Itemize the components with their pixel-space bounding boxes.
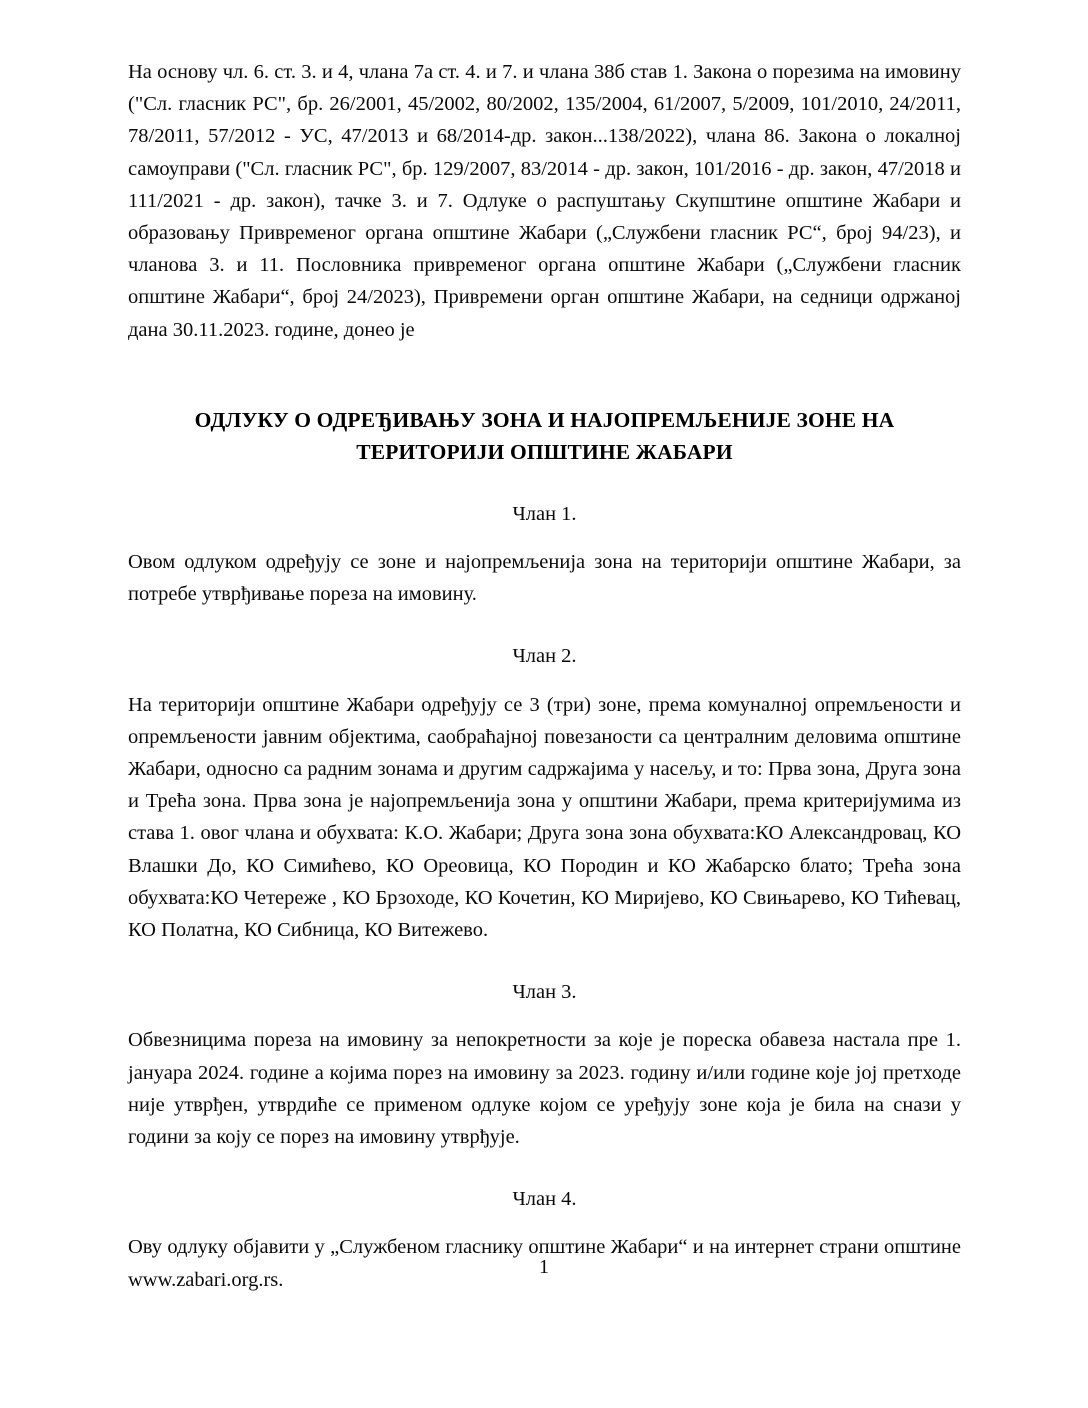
article-heading-1: Члан 1. <box>512 502 577 525</box>
article-text-1: Овом одлуком одређују се зоне и најопремљенија зона на територији општине Жабари, за потребе утврђивање пореза на имовину. <box>128 551 961 606</box>
spacer <box>128 1215 961 1231</box>
spacer <box>128 946 961 976</box>
spacer <box>128 346 961 404</box>
spacer <box>128 1008 961 1024</box>
page-title: ОДЛУКУ О ОДРЕЂИВАЊУ ЗОНА И НАЈОПРЕМЉЕНИЈЕ ЗОНЕ НА ТЕРИТОРИЈИ ОПШТИНЕ ЖАБАРИ <box>194 407 895 464</box>
article-heading-4: Члан 4. <box>512 1188 577 1211</box>
spacer <box>128 468 961 498</box>
page-number: 1 <box>539 1256 549 1278</box>
spacer <box>128 530 961 546</box>
spacer <box>128 673 961 689</box>
article-heading-3: Члан 3. <box>512 981 577 1004</box>
preamble-paragraph: На основу чл. 6. ст. 3. и 4, члана 7а ст. 4. и 7. и члана 38б став 1. Закона о порезима на имовину ("Сл. гласник РС", бр. 26/2001, 45/2002, 80/2002, 135/2004, 61/2007, 5/2009, 101/2010, 24/2011, 78/2011, 57/2012 - УС, 47/2013 и 68/2014-др. закон...138/2022), члана 86. Закона о локалној самоуправи ("Сл. гласник РС", бр. 129/2007, 83/2014 - др. закон, 101/2016 - др. закон, 47/2018 и 111/2021 - др. закон), тачке 3. и 7. Одлуке о распуштању Скупштине општине Жабари и образовању Привременог органа општине Жабари („Службени гласник РС“, број 94/23), и чланова 3. и 11. Пословника привременог органа општине Жабари („Службени гласник општине Жабари“, број 24/2023), Привремени орган општине Жабари, на седници одржаној дана 30.11.2023. године, донео је <box>128 61 961 341</box>
article-text-4: Ову одлуку објавити у „Службеном гласнику општине Жабари“ и на интернет страни општине www.zabari.org.rs. <box>128 1236 961 1291</box>
article-heading-2: Члан 2. <box>512 645 577 668</box>
spacer <box>128 610 961 640</box>
article-text-3: Обвезницима пореза на имовину за непокретности за које је пореска обавеза настала пре 1. јануара 2024. године а којима порез на имовину за 2023. годину и/или године које јој претходе није утврђен, утврдиће се применом одлуке којом се уређују зоне која је била на снази у години за коју се порез на имовину утврђује. <box>128 1029 961 1149</box>
spacer <box>128 1153 961 1183</box>
article-text-2: На територији општине Жабари одређују се 3 (три) зоне, према комуналној опремљености и опремљености јавним објектима, саобраћајној повезаности са централним деловима општине Жабари, односно са радним зонама и другим садржајима у насељу, и то: Прва зона, Друга зона и Трећа зона. Прва зона је најопремљенија зона у општини Жабари, према критеријумима из става 1. овог члана и обухвата: К.О. Жабари; Друга зона зона обухвата:КО Александровац, КО Влашки До, КО Симићево, КО Ореовица, КО Породин и КО Жабарско блато; Трећа зона обухвата:КО Четереже , КО Брзоходе, КО Кочетин, КО Миријево, КО Свињарево, КО Тићевац, КО Полатна, КО Сибница, КО Витежево. <box>128 693 961 942</box>
document-body <box>128 56 961 1296</box>
